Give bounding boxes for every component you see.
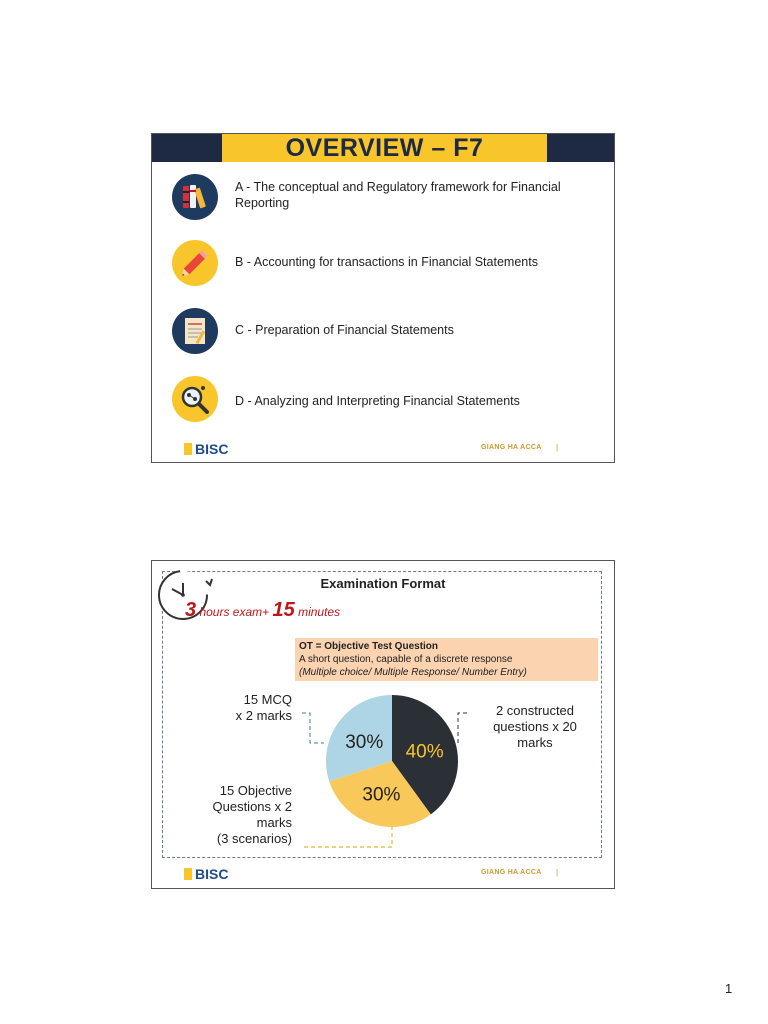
footer-text: GIANG HA ACCA [481, 444, 542, 451]
magnifier-icon [172, 376, 218, 422]
ot-title: OT = Objective Test Question [299, 641, 439, 652]
pie-label-1: 30% [362, 784, 401, 806]
label-mcq: 15 MCQ x 2 marks [235, 692, 292, 723]
footer-text: GIANG HA ACCA [481, 869, 542, 876]
footer-separator: | [556, 868, 559, 877]
footer-separator: | [556, 443, 559, 452]
ot-description: A short question, capable of a discrete response [299, 654, 513, 665]
exam-duration: 3 hours exam+ 15 minutes [185, 599, 341, 621]
pie-label-0: 40% [405, 741, 444, 763]
topic-c-text: C - Preparation of Financial Statements [235, 323, 454, 337]
topic-a-text: A - The conceptual and Regulatory framework for Financial Reporting [235, 180, 561, 210]
slide-overview [151, 133, 615, 463]
bisc-logo [184, 866, 228, 882]
slide-exam-format [151, 560, 615, 889]
logo-mark-icon [184, 443, 192, 455]
label-constructed: 2 constructed questions x 20 marks [493, 703, 577, 750]
document-icon [172, 308, 218, 354]
logo-text: BISC [195, 866, 229, 882]
topic-d-text: D - Analyzing and Interpreting Financial Statements [235, 394, 520, 408]
page-number: 1 [725, 981, 733, 996]
logo-mark-icon [184, 868, 192, 880]
slide-title: OVERVIEW – F7 [222, 134, 547, 162]
exam-format-title: Examination Format [320, 576, 446, 591]
pie-label-2: 30% [345, 731, 384, 753]
bisc-logo [184, 441, 228, 457]
label-objective: 15 Objective Questions x 2 marks (3 scenarios) [212, 783, 292, 846]
books-icon [172, 174, 218, 220]
logo-text: BISC [195, 441, 229, 457]
topic-b-text: B - Accounting for transactions in Financial Statements [235, 255, 538, 269]
pie-chart [317, 691, 467, 831]
ot-types: (Multiple choice/ Multiple Response/ Number Entry) [299, 667, 527, 678]
pencil-icon [172, 240, 218, 286]
